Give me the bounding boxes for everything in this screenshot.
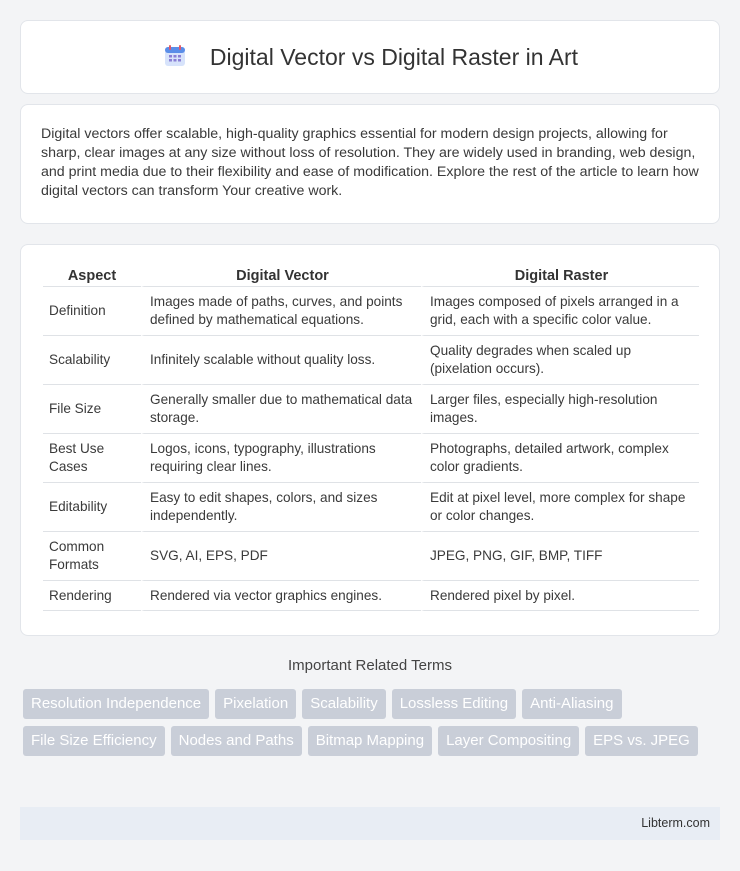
intro-paragraph: Digital vectors offer scalable, high-quality graphics essential for modern design projects, allowing for sharp, clear images at any size without loss of resolution. They are widely used in branding, web design, and print media due to their flexibility and ease of modification. Explore the rest of the article to learn how digital vectors can transform Your creative work. bbox=[41, 126, 699, 199]
table-row bbox=[43, 532, 699, 581]
row-raster: Photographs, detailed artwork, complex color gradients. bbox=[421, 434, 699, 483]
title-card bbox=[20, 20, 720, 94]
row-vector: Easy to edit shapes, colors, and sizes independently. bbox=[141, 483, 421, 532]
row-vector: Rendered via vector graphics engines. bbox=[141, 581, 421, 611]
header-raster: Digital Raster bbox=[421, 265, 699, 287]
related-term-tag[interactable]: Scalability bbox=[302, 689, 386, 719]
related-term-tag[interactable]: Resolution Independence bbox=[23, 689, 209, 719]
comparison-card bbox=[20, 244, 720, 636]
row-aspect: File Size bbox=[43, 385, 141, 434]
table-header-row bbox=[43, 265, 699, 287]
comparison-table bbox=[43, 265, 699, 611]
intro-card bbox=[20, 104, 720, 224]
row-raster: Images composed of pixels arranged in a grid, each with a specific color value. bbox=[421, 287, 699, 336]
footer bbox=[20, 807, 720, 840]
related-terms-title: Important Related Terms bbox=[288, 657, 452, 674]
row-raster: JPEG, PNG, GIF, BMP, TIFF bbox=[421, 532, 699, 581]
row-aspect: Rendering bbox=[43, 581, 141, 611]
row-aspect: Definition bbox=[43, 287, 141, 336]
row-raster: Rendered pixel by pixel. bbox=[421, 581, 699, 611]
related-term-tag[interactable]: Bitmap Mapping bbox=[308, 726, 432, 756]
related-term-tag[interactable]: Layer Compositing bbox=[438, 726, 579, 756]
related-term-tag[interactable]: Nodes and Paths bbox=[171, 726, 302, 756]
table-row bbox=[43, 483, 699, 532]
related-term-tag[interactable]: Lossless Editing bbox=[392, 689, 516, 719]
table-row bbox=[43, 434, 699, 483]
related-term-tag[interactable]: File Size Efficiency bbox=[23, 726, 165, 756]
row-vector: Infinitely scalable without quality loss. bbox=[141, 336, 421, 385]
related-terms-list bbox=[23, 689, 723, 756]
page-title: Digital Vector vs Digital Raster in Art bbox=[209, 43, 579, 70]
row-aspect: Common Formats bbox=[43, 532, 141, 581]
related-term-tag[interactable]: Pixelation bbox=[215, 689, 296, 719]
row-aspect: Best Use Cases bbox=[43, 434, 141, 483]
row-raster: Larger files, especially high-resolution images. bbox=[421, 385, 699, 434]
row-vector: Images made of paths, curves, and points defined by mathematical equations. bbox=[141, 287, 421, 336]
row-aspect: Scalability bbox=[43, 336, 141, 385]
header-aspect: Aspect bbox=[43, 265, 141, 287]
related-term-tag[interactable]: Anti-Aliasing bbox=[522, 689, 621, 719]
table-row bbox=[43, 287, 699, 336]
related-term-tag[interactable]: EPS vs. JPEG bbox=[585, 726, 698, 756]
row-vector: SVG, AI, EPS, PDF bbox=[141, 532, 421, 581]
row-raster: Quality degrades when scaled up (pixelation occurs). bbox=[421, 336, 699, 385]
header-vector: Digital Vector bbox=[141, 265, 421, 287]
row-aspect: Editability bbox=[43, 483, 141, 532]
row-raster: Edit at pixel level, more complex for shape or color changes. bbox=[421, 483, 699, 532]
table-row bbox=[43, 385, 699, 434]
footer-site-link[interactable]: Libterm.com bbox=[641, 816, 710, 830]
row-vector: Generally smaller due to mathematical data storage. bbox=[141, 385, 421, 434]
row-vector: Logos, icons, typography, illustrations requiring clear lines. bbox=[141, 434, 421, 483]
table-row bbox=[43, 336, 699, 385]
table-row bbox=[43, 581, 699, 611]
calendar-icon bbox=[162, 43, 188, 69]
